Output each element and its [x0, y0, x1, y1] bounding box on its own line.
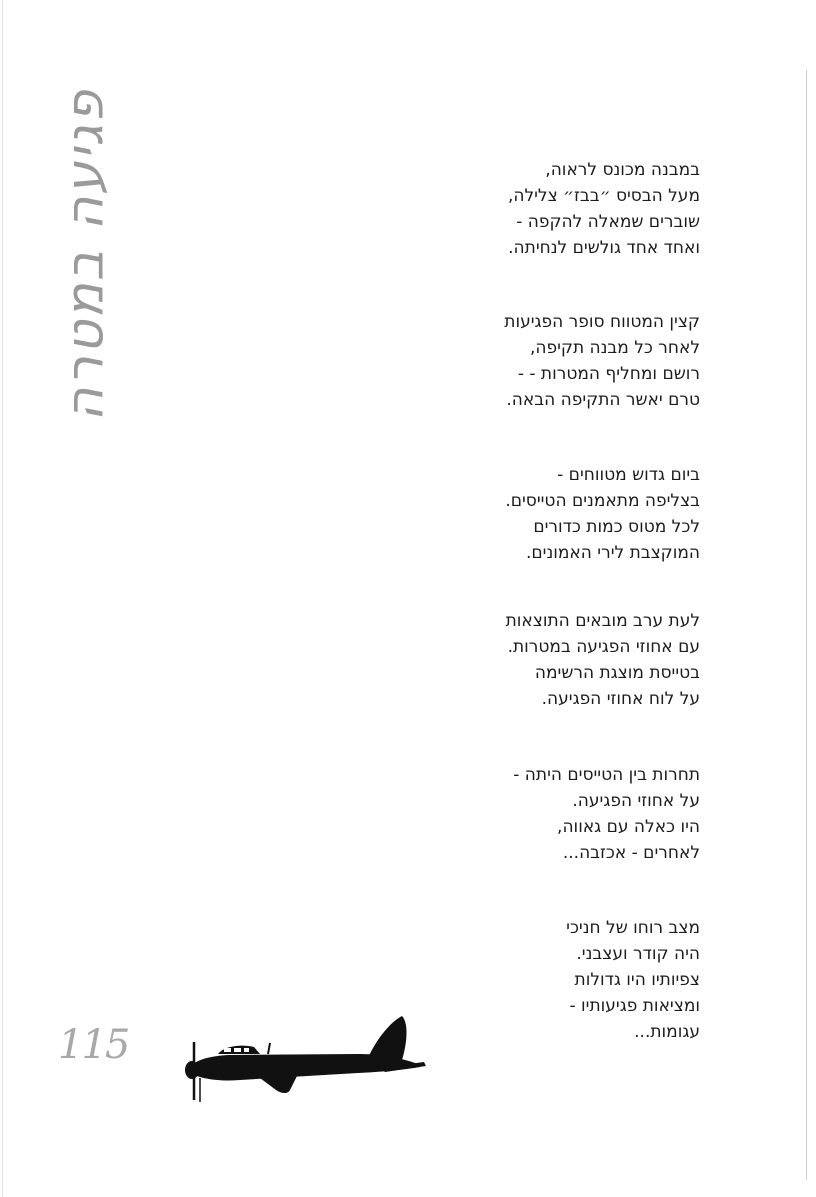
- page-title: [55, 90, 115, 420]
- poem-line: בצליפה מתאמנים הטייסים.: [505, 491, 700, 511]
- poem-line: על אחוזי הפגיעה.: [572, 791, 700, 811]
- poem-line: לעת ערב מובאים התוצאות: [505, 611, 700, 631]
- poem-line: ביום גדוש מטווחים -: [557, 465, 700, 485]
- page-edge: [806, 70, 807, 1180]
- poem-line: עגומות...: [634, 1022, 700, 1042]
- poem-line: לאחרים - אכזבה...: [562, 843, 700, 863]
- poem-line: שוברים שמאלה להקפה -: [516, 212, 700, 232]
- airplane-silhouette-icon: [180, 1010, 430, 1105]
- stanza-3: [380, 462, 700, 566]
- stanza-2: [380, 309, 700, 413]
- page-title-text: פגיעה במטרה: [55, 88, 116, 422]
- poem-line: ומציאות פגיעותיו -: [569, 996, 700, 1016]
- poem-line: במבנה מכונס לראוה,: [545, 160, 700, 180]
- poem-line: לכל מטוס כמות כדורים: [533, 517, 700, 537]
- poem-line: על לוח אחוזי הפגיעה.: [541, 689, 700, 709]
- stanza-4: [380, 608, 700, 712]
- poem-line: צפיותיו היו גדולות: [574, 970, 700, 990]
- stanza-1: [380, 157, 700, 261]
- poem-line: המוקצבת לירי האמונים.: [525, 543, 700, 563]
- poem-line: לאחר כל מבנה תקיפה,: [529, 338, 700, 358]
- poem-line: תחרות בין הטייסים היתה -: [513, 765, 700, 785]
- poem-line: רושם ומחליף המטרות - -: [517, 364, 700, 384]
- stanza-5: [380, 762, 700, 866]
- poem-line: היה קודר ועצבני.: [576, 944, 700, 964]
- poem-line: בטייסת מוצגת הרשימה: [534, 663, 700, 683]
- poem-line: ואחד אחד גולשים לנחיתה.: [508, 238, 700, 258]
- page-number: 115: [58, 1022, 129, 1068]
- poem-line: עם אחוזי הפגיעה במטרות.: [507, 637, 700, 657]
- poem-line: מצב רוחו של חניכי: [566, 918, 700, 938]
- poem-line: היו כאלה עם גאווה,: [557, 817, 700, 837]
- page-edge: [2, 0, 3, 1197]
- poem-line: מעל הבסיס ״בבז״ צלילה,: [507, 186, 700, 206]
- poem-line: קצין המטווח סופר הפגיעות: [504, 312, 700, 332]
- poem-line: טרם יאשר התקיפה הבאה.: [506, 390, 700, 410]
